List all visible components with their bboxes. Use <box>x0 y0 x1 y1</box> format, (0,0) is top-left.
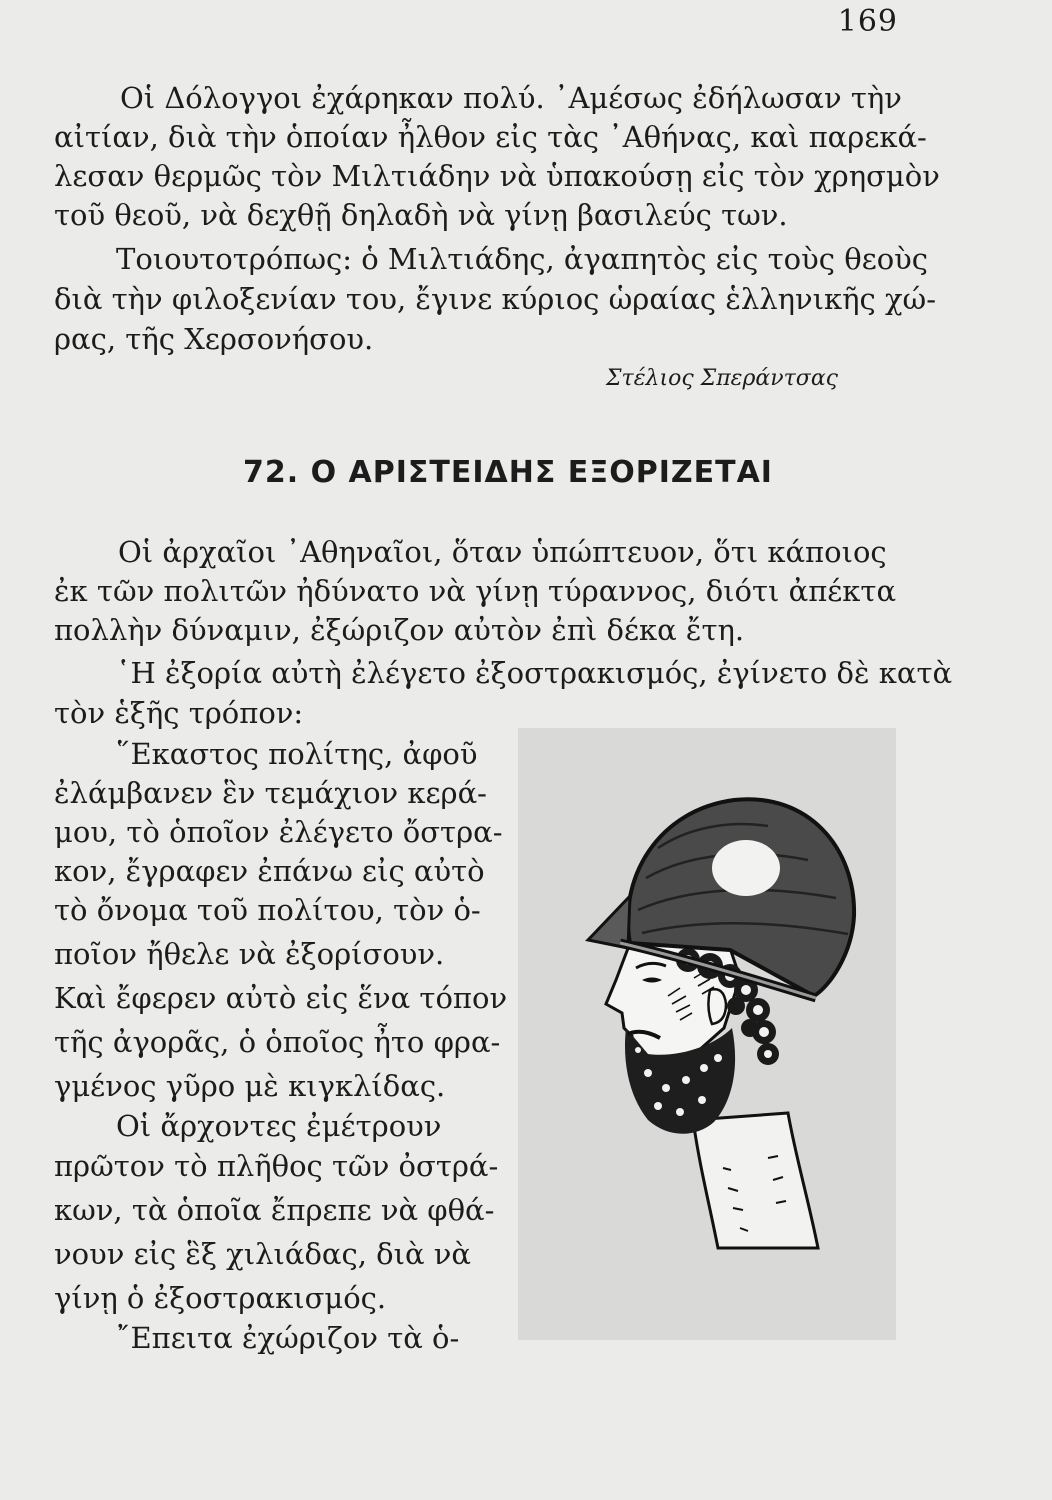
column-line: πρῶτον τὸ πλῆθος τῶν ὀστρά- <box>54 1149 499 1183</box>
column-line: ῎Επειτα ἐχώριζον τὰ ὁ- <box>116 1321 460 1355</box>
intro-line: Τοιουτοτρόπως: ὁ Μιλτιάδης, ἀγαπητὸς εἰς τοὺς θεοὺς <box>116 242 929 276</box>
paragraph-line: ἐκ τῶν πολιτῶν ἠδύνατο νὰ γίνῃ τύραννος, διότι ἀπέκτα <box>54 574 897 608</box>
paragraph-line: τὸν ἑξῆς τρόπον: <box>54 696 304 730</box>
aristides-portrait-illustration <box>518 728 896 1340</box>
column-line: κον, ἔγραφεν ἐπάνω εἰς αὐτὸ <box>54 854 485 888</box>
paragraph-line: Οἱ ἀρχαῖοι ᾿Αθηναῖοι, ὅταν ὑπώπτευον, ὅτι κάποιος <box>118 535 887 569</box>
column-line: ῞Εκαστος πολίτης, ἀφοῦ <box>116 737 478 771</box>
intro-line: τοῦ θεοῦ, νὰ δεχθῇ δηλαδὴ νὰ γίνῃ βασιλεύς των. <box>54 198 788 232</box>
intro-line: Οἱ Δόλογγοι ἐχάρηκαν πολύ. ᾿Αμέσως ἐδήλωσαν τὴν <box>120 81 902 115</box>
paragraph-line: πολλὴν δύναμιν, ἐξώριζον αὐτὸν ἐπὶ δέκα ἔτη. <box>54 613 745 647</box>
column-line: Καὶ ἔφερεν αὐτὸ εἰς ἕνα τόπον <box>54 981 508 1015</box>
column-line: τῆς ἀγορᾶς, ὁ ὁποῖος ἦτο φρα- <box>54 1025 501 1059</box>
column-line: Οἱ ἄρχοντες ἐμέτρουν <box>116 1109 442 1143</box>
intro-line: ρας, τῆς Χερσονήσου. <box>54 322 374 356</box>
page-number: 169 <box>837 4 898 39</box>
section-heading: 72. Ο ΑΡΙΣΤΕΙΔΗΣ ΕΞΟΡΙΖΕΤΑΙ <box>243 455 773 490</box>
column-line: ποῖον ἤθελε νὰ ἐξορίσουν. <box>54 937 445 971</box>
intro-line: αἰτίαν, διὰ τὴν ὁποίαν ἦλθον εἰς τὰς ᾿Αθήνας, καὶ παρεκά- <box>54 120 927 154</box>
paragraph-line: ῾Η ἐξορία αὐτὴ ἐλέγετο ἐξοστρακισμός, ἐγίνετο δὲ κατὰ <box>116 656 953 690</box>
column-line: γμένος γῦρο μὲ κιγκλίδας. <box>54 1069 446 1103</box>
column-line: γίνῃ ὁ ἐξοστρακισμός. <box>54 1281 387 1315</box>
intro-line: λεσαν θερμῶς τὸν Μιλτιάδην νὰ ὑπακούσῃ εἰς τὸν χρησμὸν <box>54 159 940 193</box>
column-line: τὸ ὄνομα τοῦ πολίτου, τὸν ὁ- <box>54 893 481 927</box>
column-line: νουν εἰς ἓξ χιλιάδας, διὰ νὰ <box>54 1237 472 1271</box>
column-line: κων, τὰ ὁποῖα ἔπρεπε νὰ φθά- <box>54 1193 495 1227</box>
author-signature: Στέλιος Σπεράντσας <box>605 366 838 391</box>
column-line: μου, τὸ ὁποῖον ἐλέγετο ὄστρα- <box>54 815 503 849</box>
intro-line: διὰ τὴν φιλοξενίαν του, ἔγινε κύριος ὡραίας ἑλληνικῆς χώ- <box>54 282 937 316</box>
column-line: ἐλάμβανεν ἓν τεμάχιον κερά- <box>54 776 487 810</box>
